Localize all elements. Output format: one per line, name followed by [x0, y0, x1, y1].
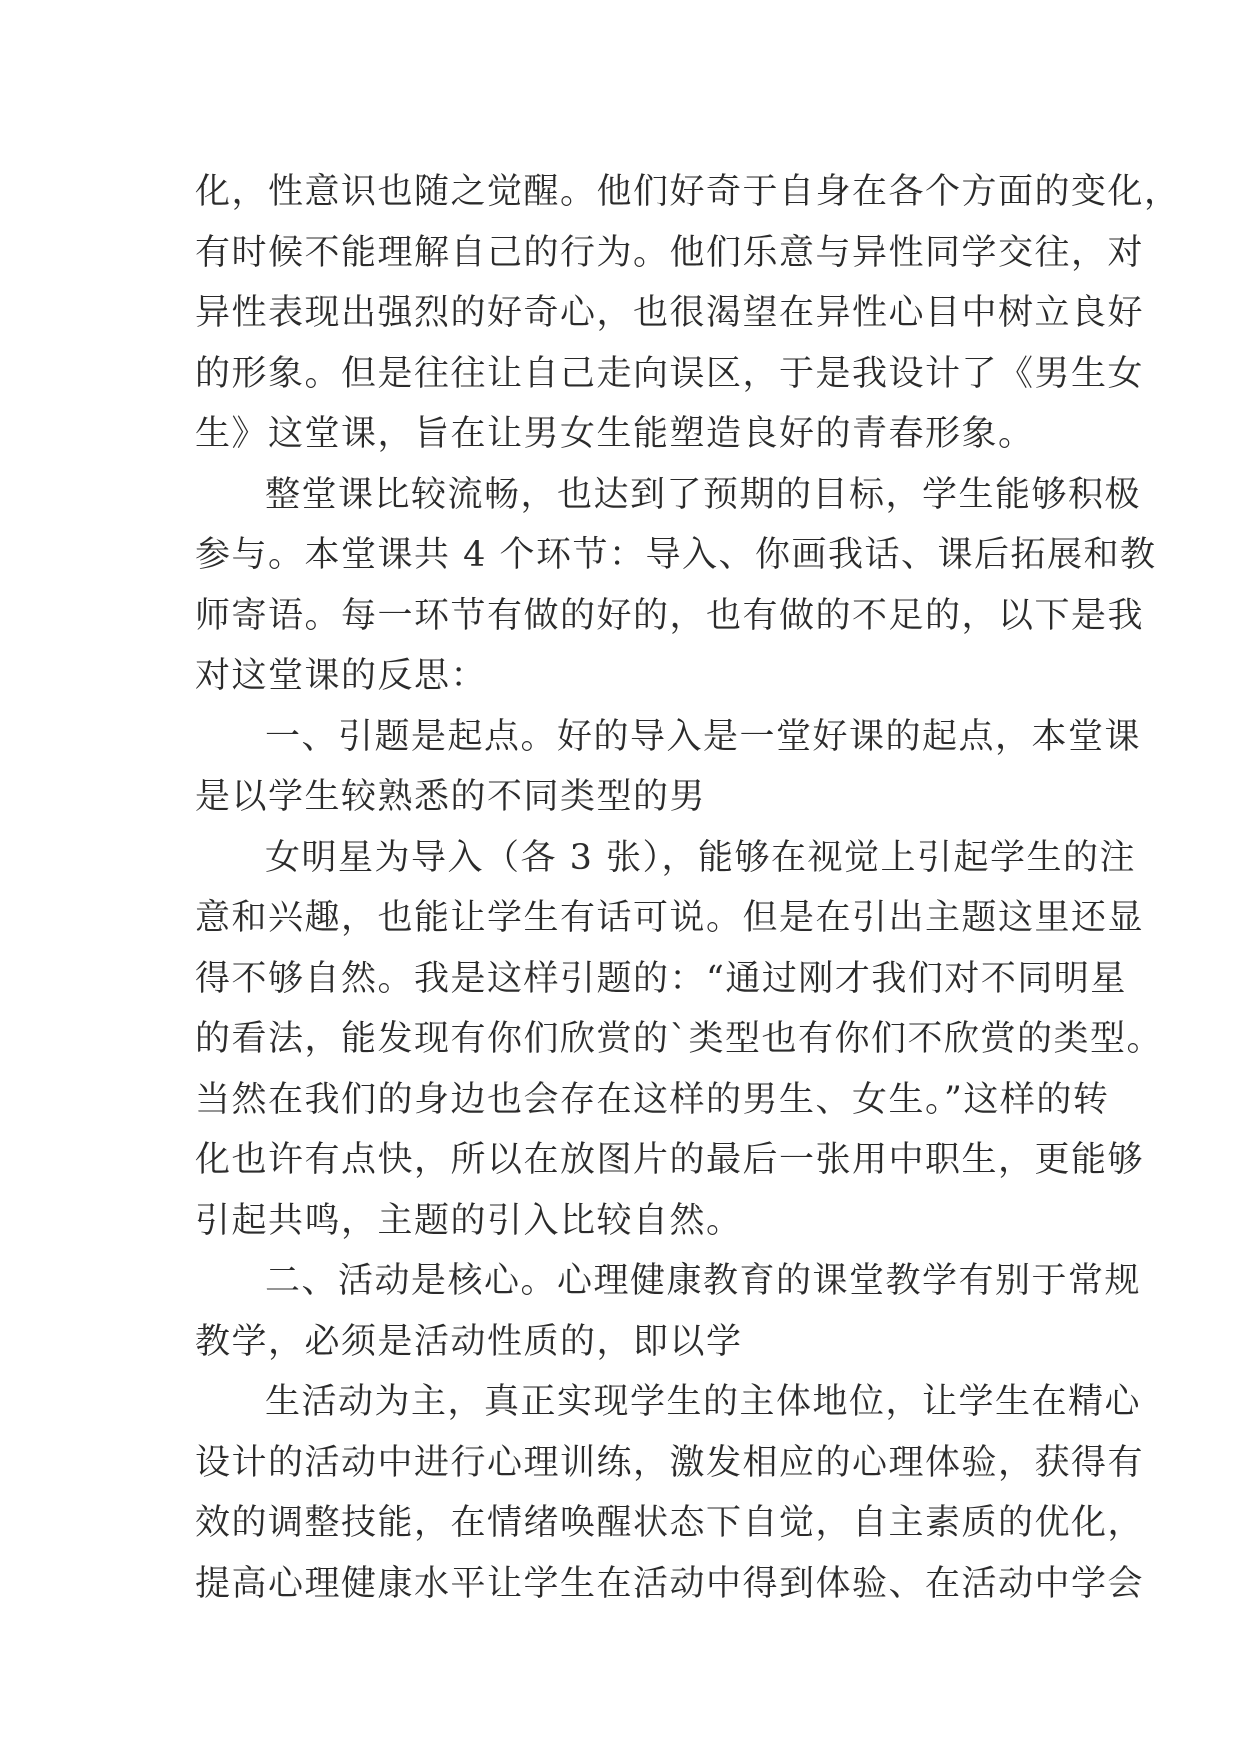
text-line: 生》这堂课，旨在让男女生能塑造良好的青春形象。 [195, 414, 1035, 454]
paragraph-start-line: 女明星为导入（各 3 张），能够在视觉上引起学生的注 [265, 837, 1137, 878]
body-text [195, 162, 1181, 1614]
text-line: 的看法，能发现有你们欣赏的`类型也有你们不欣赏的类型。 [195, 1019, 1164, 1059]
paragraph-start-line: 二、活动是核心。心理健康教育的课堂教学有别于常规 [265, 1261, 1142, 1301]
text-line: 效的调整技能，在情绪唤醒状态下自觉，自主素质的优化， [195, 1503, 1145, 1543]
text-line: 得不够自然。我是这样引题的：“通过刚才我们对不同明星 [195, 958, 1127, 999]
text-line: 的形象。但是往往让自己走向误区，于是我设计了《男生女 [195, 353, 1145, 394]
text-line: 有时候不能理解自己的行为。他们乐意与异性同学交往，对 [195, 232, 1145, 273]
text-line: 参与。本堂课共 4 个环节：导入、你画我话、课后拓展和教 [195, 535, 1157, 575]
text-line: 师寄语。每一环节有做的好的，也有做的不足的，以下是我 [195, 595, 1145, 636]
text-line: 提高心理健康水平让学生在活动中得到体验、在活动中学会 [195, 1563, 1145, 1604]
text-line: 意和兴趣，也能让学生有话可说。但是在引出主题这里还显 [195, 898, 1145, 938]
text-line: 化，性意识也随之觉醒。他们好奇于自身在各个方面的变化， [195, 172, 1181, 212]
text-line: 当然在我们的身边也会存在这样的男生、女生。”这样的转 [195, 1079, 1110, 1120]
text-line: 设计的活动中进行心理训练，激发相应的心理体验，获得有 [195, 1442, 1145, 1483]
paragraph-start-line: 生活动为主，真正实现学生的主体地位，让学生在精心 [265, 1382, 1142, 1422]
text-line: 引起共鸣，主题的引入比较自然。 [195, 1200, 743, 1241]
text-line: 异性表现出强烈的好奇心，也很渴望在异性心目中树立良好 [195, 293, 1145, 333]
text-line: 教学，必须是活动性质的，即以学 [195, 1321, 743, 1362]
text-line: 对这堂课的反思： [195, 656, 488, 696]
paragraph-start-line: 一、引题是起点。好的导入是一堂好课的起点，本堂课 [265, 716, 1142, 757]
paragraph-start-line: 整堂课比较流畅，也达到了预期的目标，学生能够积极 [265, 474, 1142, 515]
text-line: 是以学生较熟悉的不同类型的男 [195, 777, 707, 817]
text-line: 化也许有点快，所以在放图片的最后一张用中职生，更能够 [195, 1140, 1145, 1180]
